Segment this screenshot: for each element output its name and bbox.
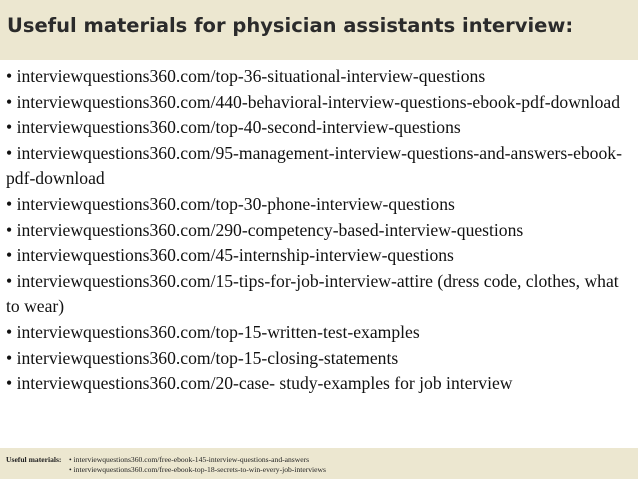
list-item-link[interactable]: interviewquestions360.com/45-internship-interview-questions [16,245,454,266]
list-item-link[interactable]: interviewquestions360.com/440-behavioral-interview-questions-ebook-pdf-download [16,91,620,112]
bullet-icon: • [6,91,13,112]
list-item-link[interactable]: interviewquestions360.com/290-competency-based-interview-questions [16,219,524,240]
bullet-icon: • [6,270,13,291]
list-item-link[interactable]: interviewquestions360.com/top-15-closing-statements [16,347,399,368]
list-item-link[interactable]: interviewquestions360.com/95-management-interview-questions-and-answers-ebook-pdf-download [6,142,622,189]
bullet-icon: • [6,193,13,214]
list-item [6,243,632,269]
list-item-link[interactable]: interviewquestions360.com/15-tips-for-job-interview-attire (dress code, clothes, what to wear) [6,270,619,317]
list-item [6,346,632,372]
bullet-icon: • [6,117,13,138]
list-item-link[interactable]: interviewquestions360.com/20-case- study-examples for job interview [16,373,513,394]
footer-link-ebook-145[interactable]: • interviewquestions360.com/free-ebook-145-interview-questions-and-answers [69,455,310,464]
list-item [6,320,632,346]
list-item-link[interactable]: interviewquestions360.com/top-30-phone-interview-questions [16,193,455,214]
bullet-icon: • [6,245,13,266]
bullet-icon: • [6,66,13,86]
list-item [6,371,632,397]
materials-list [6,64,632,397]
footer-label: Useful materials: [6,455,62,464]
list-item [6,218,632,244]
list-item-link[interactable]: interviewquestions360.com/top-40-second-interview-questions [16,117,461,138]
list-item-link[interactable]: interviewquestions360.com/top-15-written-test-examples [16,321,420,342]
bullet-icon: • [6,321,13,342]
footer [0,448,638,479]
list-item [6,90,632,116]
bullet-icon: • [6,142,13,163]
list-item [6,269,632,320]
list-item [6,141,632,192]
title-bar [0,0,638,60]
list-item [6,192,632,218]
list-item-link[interactable]: interviewquestions360.com/top-36-situational-interview-questions [16,66,486,86]
slide-title: Useful materials for physician assistants interview: [7,14,574,37]
bullet-icon: • [6,373,13,394]
list-item [6,64,632,90]
list-item [6,115,632,141]
bullet-icon: • [6,219,13,240]
bullet-icon: • [6,347,13,368]
footer-link-ebook-top-18[interactable]: • interviewquestions360.com/free-ebook-top-18-secrets-to-win-every-job-interviews [69,465,326,474]
